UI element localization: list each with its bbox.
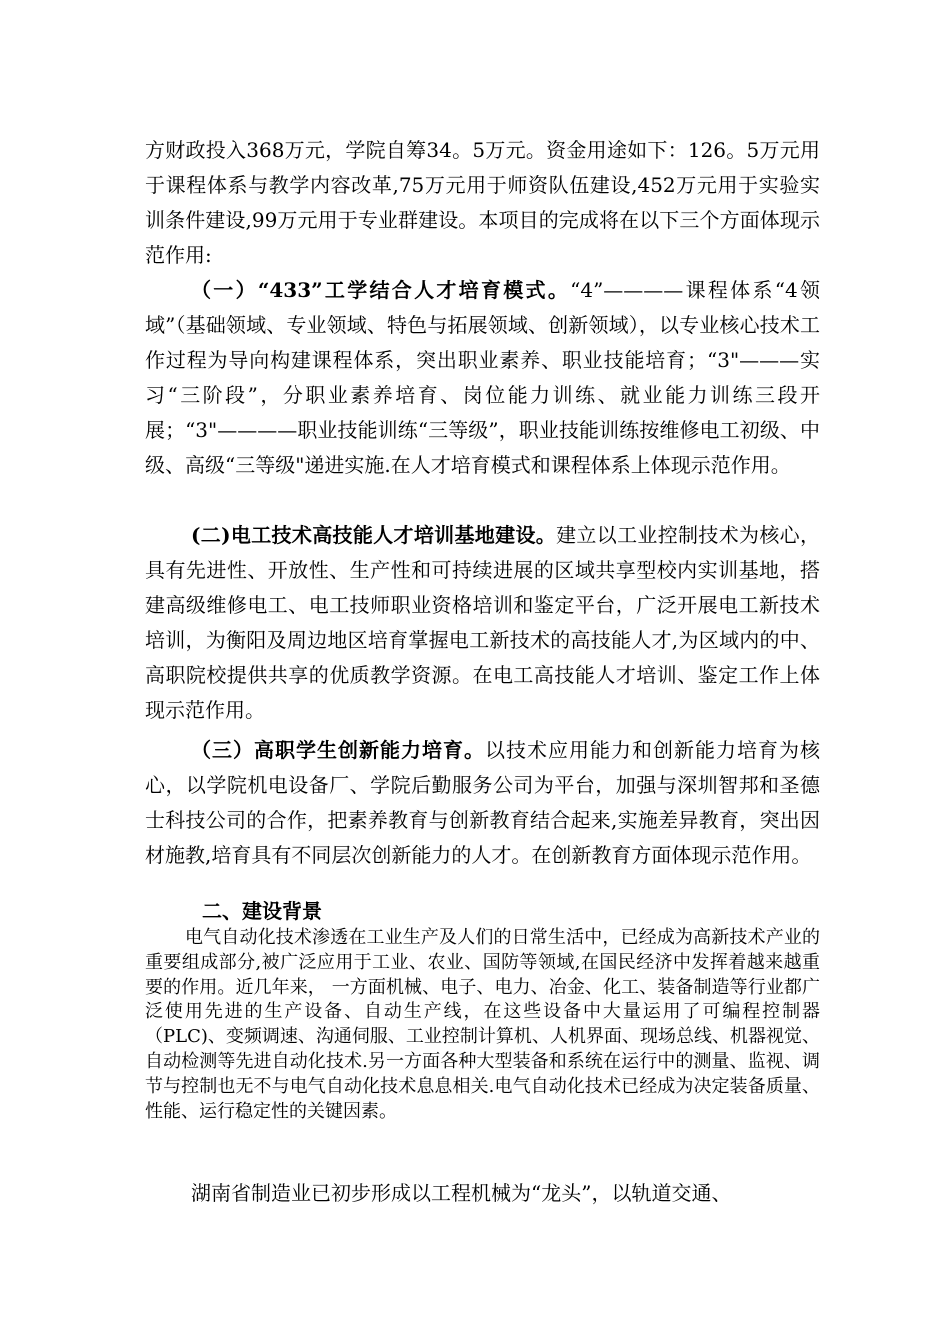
intro-paragraph: 方财政投入368万元，学院自筹34。5万元。资金用途如下：126。5万元用于课程体系与教学内容改革,75万元用于师资队伍建设,452万元用于实验实训条件建设,99万元用于专业群建设。本项目的完成将在以下三个方面体现示范作用: xyxy=(145,138,820,267)
item1-title: （一）“433”工学结合人才培育模式。 xyxy=(191,278,571,302)
item3-title: （三）高职学生创新能力培育。 xyxy=(191,738,485,762)
item2-body: 建立以工业控制技术为核心，具有先进性、开放性、生产性和可持续进展的区域共享型校内实训基地，搭建高级维修电工、电工技师职业资格培训和鉴定平台，广泛开展电工新技术培训，为衡阳及周边地区培育掌握电工新技术的高技能人才,为区域内的中、高职院校提供共享的优质教学资源。在电工高技能人才培训、鉴定工作上体现示范作用。 xyxy=(145,523,820,722)
item2-paragraph xyxy=(145,518,820,728)
item1-body: “4”————课程体系“4领域”（基础领域、专业领域、特色与拓展领域、创新领域），以专业核心技术工作过程为导向构建课程体系，突出职业素养、职业技能培育；“3"———实习“三阶段”，分职业素养培育、岗位能力训练、就业能力训练三段开展；“3"————职业技能训练“三等级”，职业技能训练按维修电工初级、中级、高级“三等级"递进实施.在人才培育模式和课程体系上体现示范作用。 xyxy=(145,278,820,477)
item2-title: (二)电工技术高技能人才培训基地建设。 xyxy=(191,523,557,547)
item1-paragraph xyxy=(145,273,820,483)
section-heading: 二、建设背景 xyxy=(202,899,322,923)
item3-paragraph xyxy=(145,733,820,873)
background-paragraph-2: 湖南省制造业已初步形成以工程机械为“龙头”，以轨道交通、 xyxy=(191,1181,732,1205)
background-paragraph-1: 电气自动化技术渗透在工业生产及人们的日常生活中，已经成为高新技术产业的重要组成部分,被广泛应用于工业、农业、国防等领域,在国民经济中发挥着越来越重要的作用。近几年来， 一方面机械、电子、电力、冶金、化工、装备制造等行业都广泛使用先进的生产设备、自动生产线，在这些设备中大量运用了可编程控制器（PLC)、变频调速、沟通伺服、工业控制计算机、人机界面、现场总线、机器视觉、自动检测等先进自动化技术.另一方面各种大型装备和系统在运行中的测量、监视、调节与控制也无不与电气自动化技术息息相关.电气自动化技术已经成为决定装备质量、性能、运行稳定性的关键因素。 xyxy=(145,927,820,1122)
item3-body: 以技术应用能力和创新能力培育为核心，以学院机电设备厂、学院后勤服务公司为平台，加强与深圳智邦和圣德士科技公司的合作，把素养教育与创新教育结合起来,实施差异教育，突出因材施教,培育具有不同层次创新能力的人才。在创新教育方面体现示范作用。 xyxy=(145,738,820,867)
